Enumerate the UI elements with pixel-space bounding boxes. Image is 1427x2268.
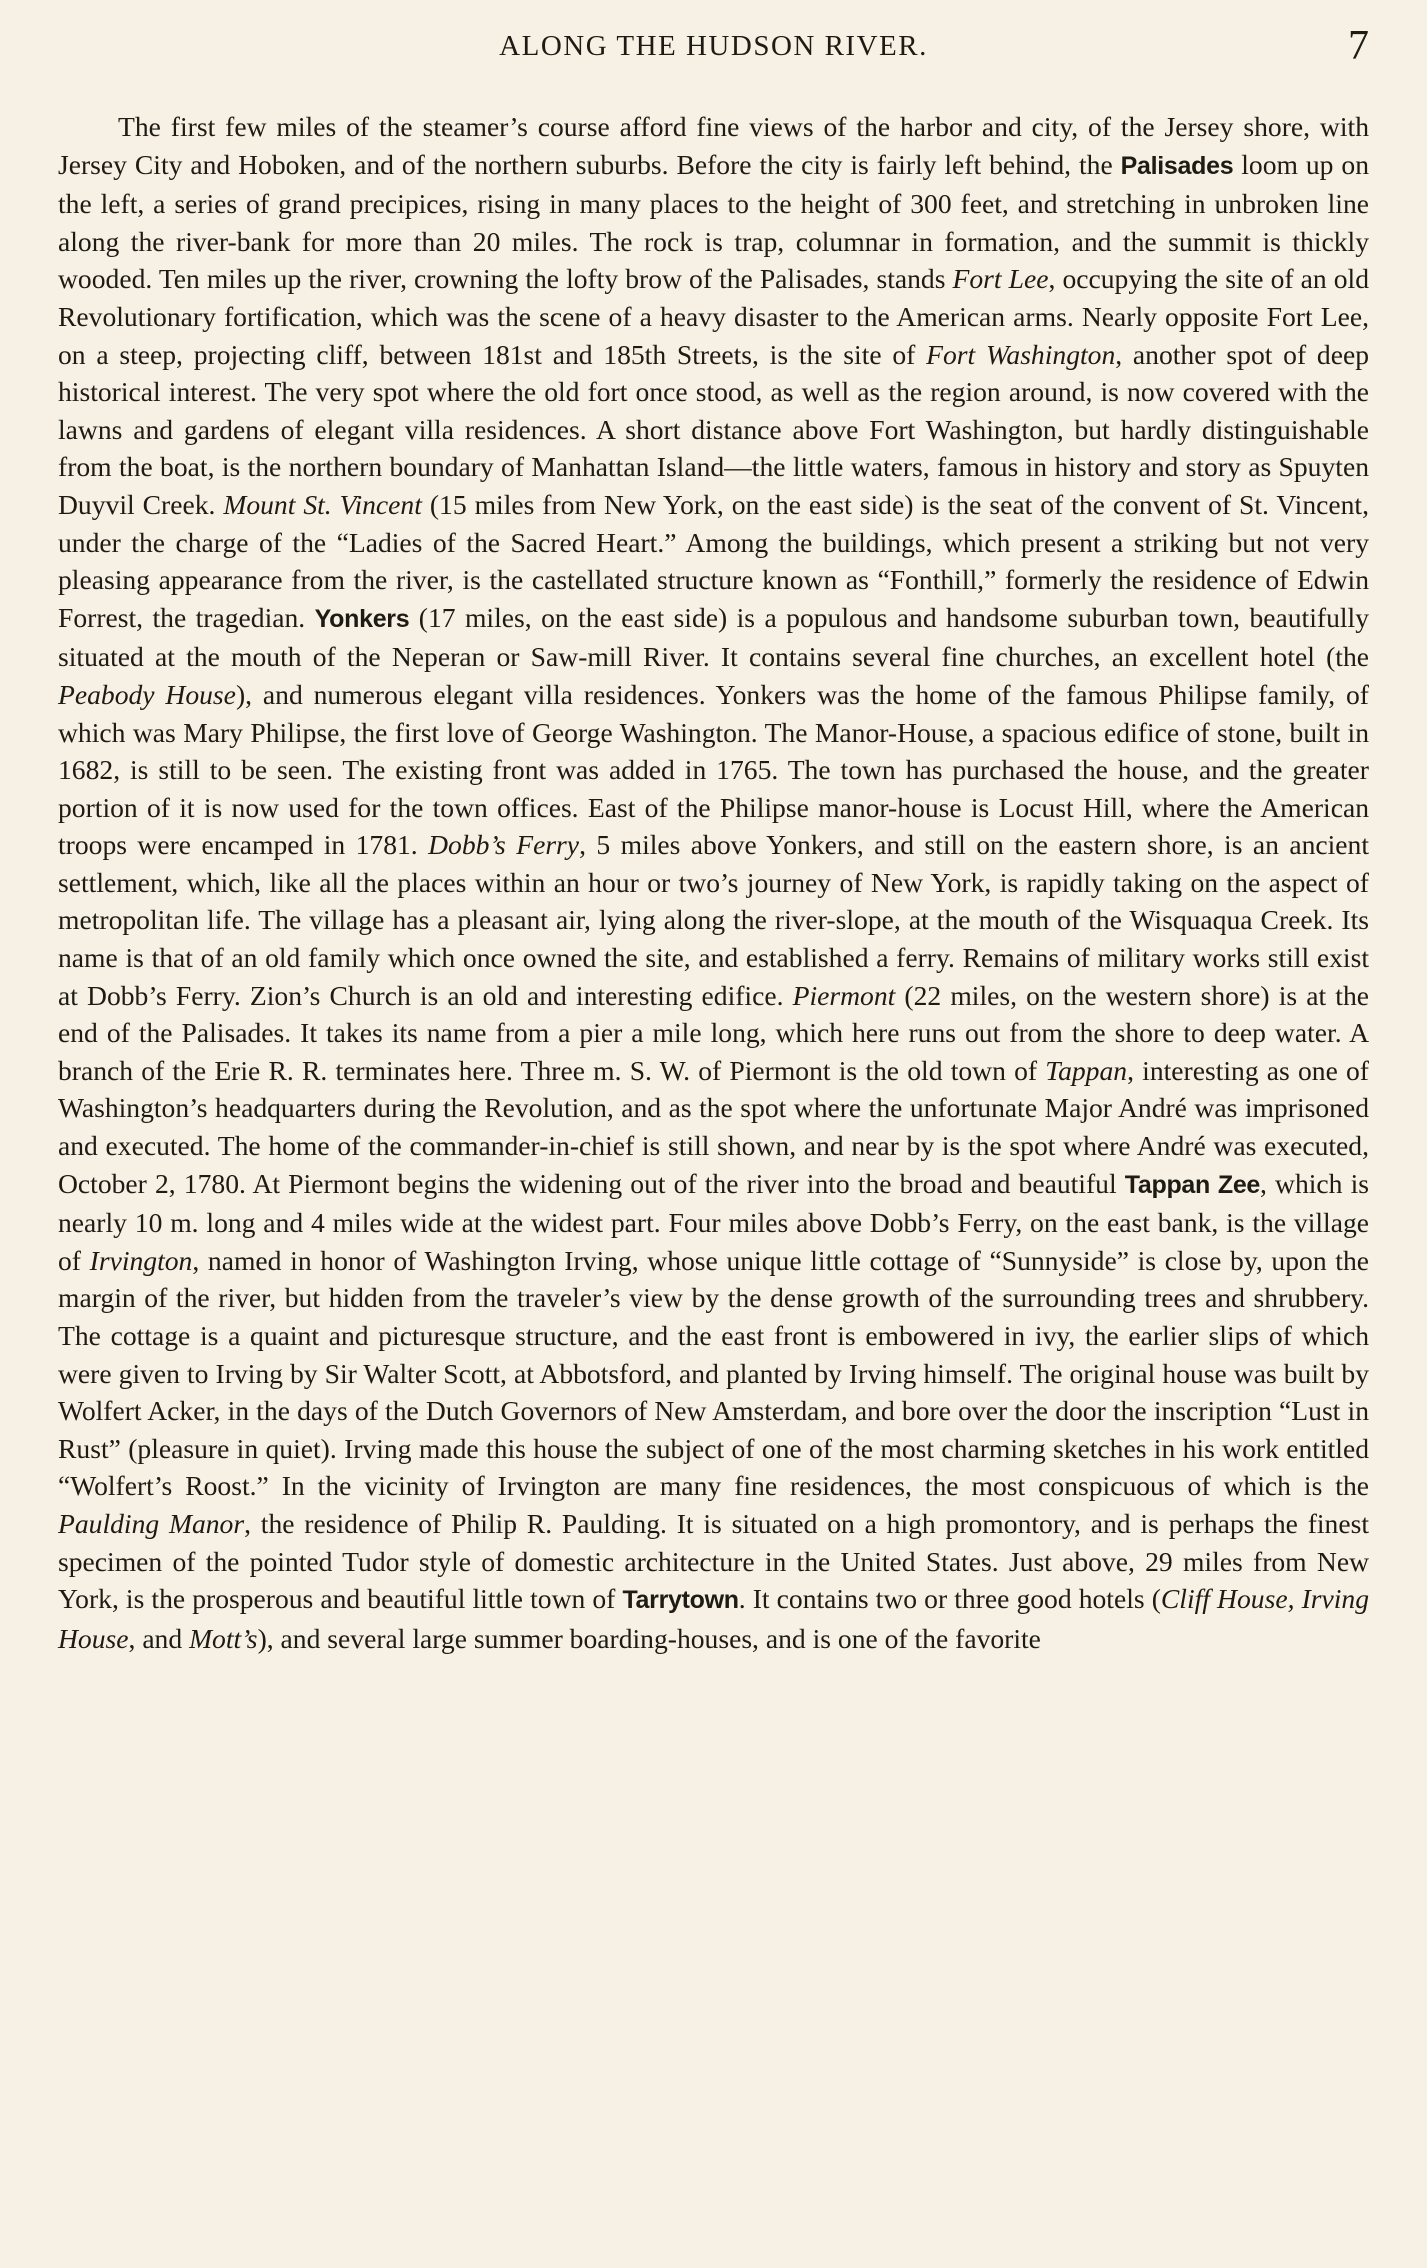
place-name-peabody-house: Peabody House [58,678,236,710]
text-run: (22 miles, on the western shore) is at the end of the Palisades. It takes its name from a pier a mile long, which here runs out from the shore to deep water. A branch of the Erie R. R. terminates here. Three m. S. W. of Piermont is the old town of [58,979,1369,1086]
text-run: (17 miles, on the east side) is a populous and handsome suburban town, beautifully situated at the mouth of the Neperan or Saw-mill River. It contains several fine churches, an excellent hotel (the [58,601,1369,673]
text-run: (15 miles from New York, on the east side) is the seat of the convent of St. Vincent, under the charge of the “Ladies of the Sacred Heart.” Among the buildings, which present a striking but not very pleasing appearance from the river, is the castellated structure known as “Fonthill,” formerly the residence of Edwin Forrest, the tragedian. [58,488,1369,633]
text-run: ), and several large summer boarding-houses, and is one of the favorite [257,1622,1041,1654]
place-name-paulding-manor: Paulding Manor [58,1507,245,1539]
body-paragraph [58,108,1369,1657]
place-name-tappan-zee: Tappan Zee [1124,1170,1261,1199]
running-title: ALONG THE HUDSON RIVER. [499,30,928,62]
text-run: ), and numerous elegant villa residences. Yonkers was the home of the famous Philipse family, of which was Mary Philipse, the first love of George Washington. The Manor-House, a spacious edifice of stone, built in 1682, is still to be seen. The existing front was added in 1765. The town has purchased the house, and the greater portion of it is now used for the town offices. East of the Philipse manor-house is Locust Hill, where the American troops were encamped in 1781. [58,678,1369,861]
place-name-dobbs-ferry: Dobb’s Ferry [428,829,580,861]
text-run: , another spot of deep historical interest. The very spot where the old fort once stood, as well as the region around, is now covered with the lawns and gardens of elegant villa residences. A short distance above Fort Washington, but hardly distinguishable from the boat, is the northern boundary of Manhattan Island—the little waters, famous in history and story as Spuyten Duyvil Creek. [58,338,1369,520]
text-run: , and [128,1622,190,1654]
place-name-cliff-house: Cliff House [1160,1583,1288,1615]
place-name-fort-lee: Fort Lee [952,263,1049,295]
text-run: The first few miles of the steamer’s course afford fine views of the harbor and city, of the Jersey shore, with Jersey City and Hoboken, and of the northern suburbs. Before the city is fairly left behind, the [58,111,1369,180]
text-run: loom up on the left, a series of grand precipices, rising in many places to the height of 300 feet, and stretching in unbroken line along the river-bank for more than 20 miles. The rock is trap, columnar in formation, and the summit is thickly wooded. Ten miles up the river, crowning the lofty brow of the Palisades, stands [58,148,1369,295]
place-name-palisades: Palisades [1120,151,1234,180]
text-run: . It contains two or three good hotels ( [738,1583,1161,1615]
place-name-tappan: Tappan [1045,1054,1128,1086]
place-name-piermont: Piermont [792,979,896,1011]
text-run: , which is nearly 10 m. long and 4 miles wide at the widest part. Four miles above Dobb’s Ferry, on the east bank, is the village of [58,1167,1370,1276]
text-run: , interesting as one of Washington’s headquarters during the Revolution, and as the spot where the unfortunate Major André was imprisoned and executed. The home of the commander-in-chief is still shown, and near by is the spot where André was executed, October 2, 1780. At Piermont begins the widening out of the river into the broad and beautiful [58,1054,1369,1199]
text-run: , 5 miles above Yonkers, and still on the eastern shore, is an ancient settlement, which, like all the places within an hour or two’s journey of New York, is rapidly taking on the aspect of metropolitan life. The village has a pleasant air, lying along the river-slope, at the mouth of the Wisquaqua Creek. Its name is that of an old family which once owned the site, and established a ferry. Remains of military works still exist at Dobb’s Ferry. Zion’s Church is an old and interesting edifice. [58,829,1369,1011]
place-name-mount-st-vincent: Mount St. Vincent [223,488,422,520]
place-name-irvington: Irvington [89,1244,193,1276]
page-header [58,22,1369,82]
place-name-motts: Mott’s [189,1622,258,1654]
place-name-irving-house: Irving House [58,1583,1369,1654]
page-number: 7 [1348,23,1369,69]
place-name-fort-washington: Fort Washington [926,338,1116,370]
text-run: , the residence of Philip R. Paulding. It is situated on a high promontory, and is perhaps the finest specimen of the pointed Tudor style of domestic architecture in the United States. Just above, 29 miles from New York, is the prosperous and beautiful little town of [58,1507,1369,1615]
place-name-yonkers: Yonkers [314,604,410,633]
text-run: , named in honor of Washington Irving, whose unique little cottage of “Sunnyside” is close by, upon the margin of the river, but hidden from the traveler’s view by the dense growth of the surrounding trees and shrubbery. The cottage is a quaint and picturesque structure, and the east front is embowered in ivy, the earlier slips of which were given to Irving by Sir Walter Scott, at Abbotsford, and planted by Irving himself. The original house was built by Wolfert Acker, in the days of the Dutch Governors of New Amsterdam, and bore over the door the inscription “Lust in Rust” (pleasure in quiet). Irving made this house the subject of one of the most charming sketches in his work entitled “Wolfert’s Roost.” In the vicinity of Irvington are many fine residences, the most conspicuous of which is the [58,1244,1369,1502]
place-name-tarrytown: Tarrytown [622,1586,739,1615]
text-run: , occupying the site of an old Revolutionary fortification, which was the scene of a heavy disaster to the American arms. Nearly opposite Fort Lee, on a steep, projecting cliff, between 181st and 185th Streets, is the site of [58,263,1370,370]
text-run: , [1287,1583,1302,1615]
